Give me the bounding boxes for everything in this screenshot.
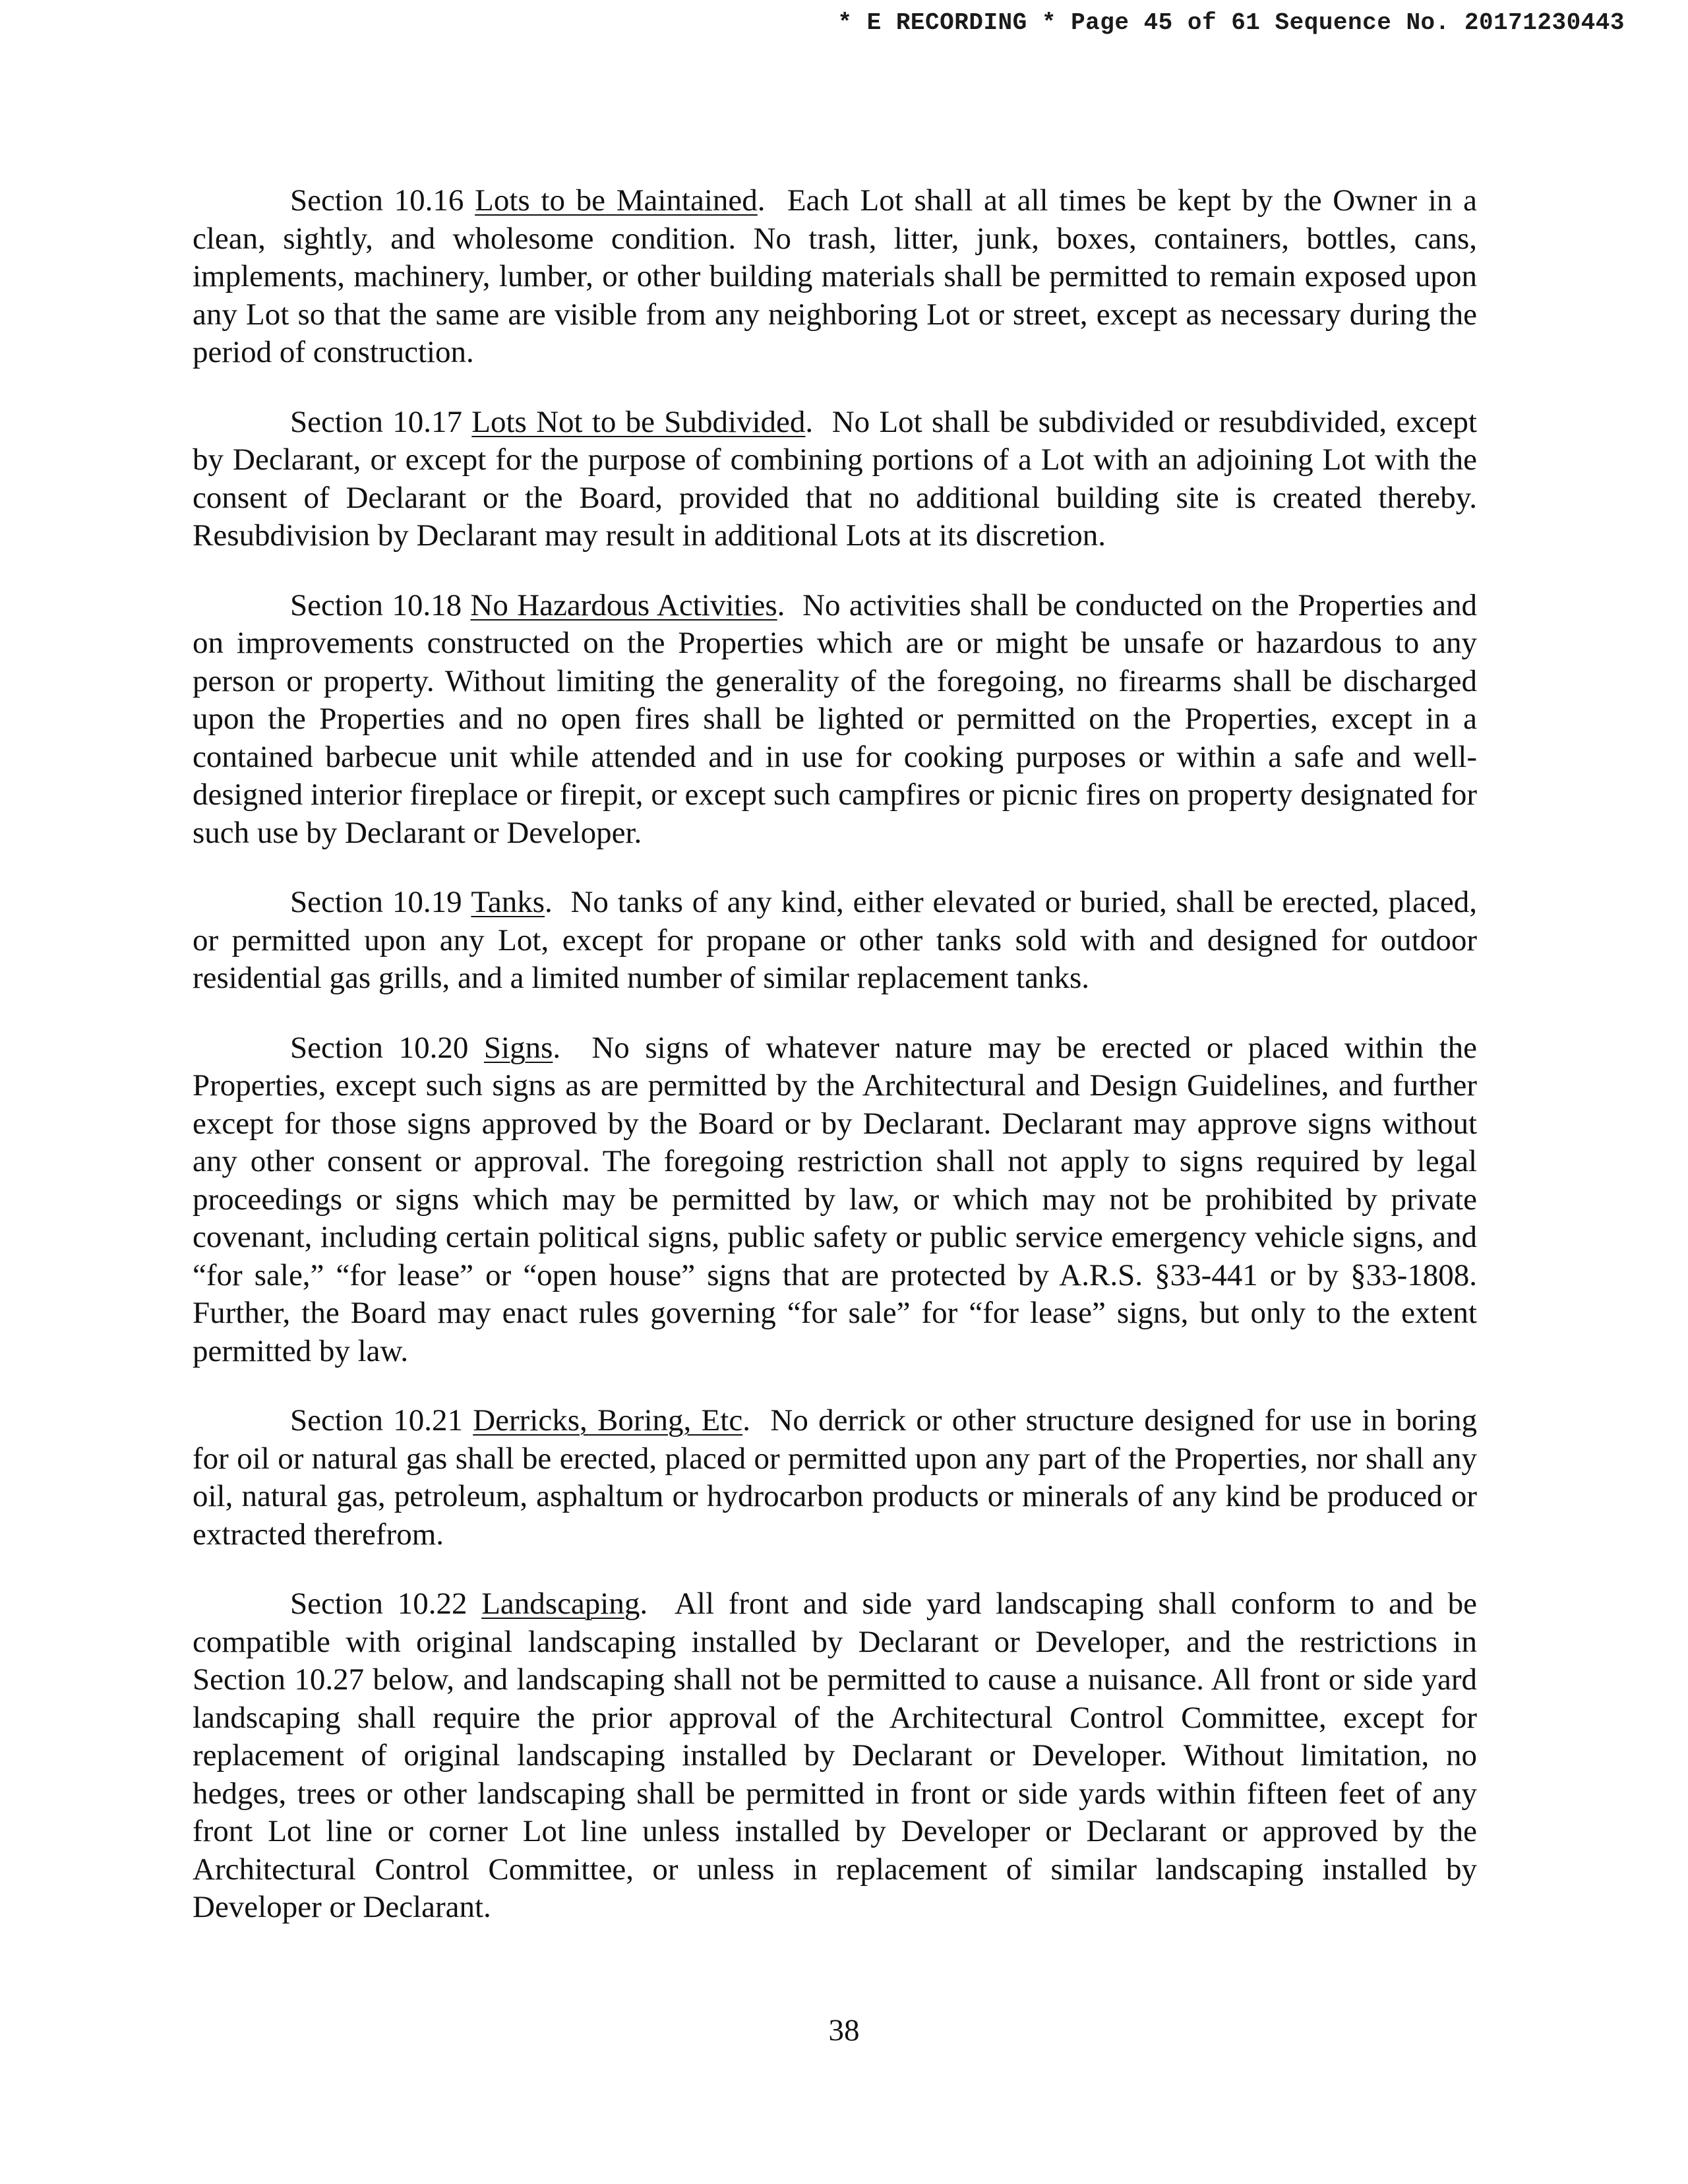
section-10-19: Section 10.19 Tanks. No tanks of any kind, either elevated or buried, shall be erected, placed, or permitted upon any Lot, except for propane or other tanks sold with and designed for outdoor residential gas grills, and a limited number of similar replacement tanks.: [193, 885, 1477, 995]
section-number: Section 10.22: [290, 1587, 467, 1621]
section-heading: Derricks, Boring, Etc: [473, 1403, 743, 1438]
section-heading: No Hazardous Activities: [470, 588, 777, 622]
section-10-22: Section 10.22 Landscaping. All front and side yard landscaping shall conform to and be compatible with original landscaping installed by Declarant or Developer, and the restrictions in Section 10.27 below, and landscaping shall not be permitted to cause a nuisance. All front or side yard landscaping shall require the prior approval of the Architectural Control Committee, except for replacement of original landscaping installed by Declarant or Developer. Without limitation, no hedges, trees or other landscaping shall be permitted in front or side yards within fifteen feet of any front Lot line or corner Lot line unless installed by Developer or Declarant or approved by the Architectural Control Committee, or unless in replacement of similar landscaping installed by Developer or Declarant.: [193, 1587, 1478, 1924]
section-number: Section 10.16: [290, 183, 464, 218]
section-number: Section 10.17: [290, 404, 462, 439]
section-number: Section 10.21: [290, 1403, 463, 1438]
section-text: Each Lot shall at all times be kept by the Owner in a clean, sightly, and wholesome condition. No trash, litter, junk, boxes, containers, bottles, cans, implements, machinery, lumber, or other building materials shall be permitted to remain exposed upon any Lot so that the same are visible from any neighboring Lot or street, except as necessary during the period of construction.: [193, 183, 1478, 369]
section-heading: Tanks: [471, 885, 545, 919]
section-number: Section 10.19: [290, 885, 462, 919]
section-10-21: Section 10.21 Derricks, Boring, Etc. No derrick or other structure designed for use in boring for oil or natural gas shall be erected, placed or permitted upon any part of the Properties, nor shall any oil, natural gas, petroleum, asphaltum or hydrocarbon products or minerals of any kind be produced or extracted therefrom.: [193, 1403, 1477, 1552]
section-text: All front and side yard landscaping shall conform to and be compatible with original landscaping installed by Declarant or Developer, and the restrictions in Section 10.27 below, and landscaping shall not be permitted to cause a nuisance. All front or side yard landscaping shall require the prior approval of the Architectural Control Committee, except for replacement of original landscaping installed by Declarant or Developer. Without limitation, no hedges, trees or other landscaping shall be permitted in front or side yards within fifteen feet of any front Lot line or corner Lot line unless installed by Developer or Declarant or approved by the Architectural Control Committee, or unless in replacement of similar landscaping installed by Developer or Declarant.: [193, 1587, 1478, 1924]
recording-stamp: * E RECORDING * Page 45 of 61 Sequence No. 20171230443: [837, 9, 1625, 36]
section-number: Section 10.18: [290, 588, 462, 622]
section-10-16: Section 10.16 Lots to be Maintained. Each Lot shall at all times be kept by the Owner in a clean, sightly, and wholesome condition. No trash, litter, junk, boxes, containers, bottles, cans, implements, machinery, lumber, or other building materials shall be permitted to remain exposed upon any Lot so that the same are visible from any neighboring Lot or street, except as necessary during the period of construction.: [193, 183, 1478, 369]
section-10-20: Section 10.20 Signs. No signs of whatever nature may be erected or placed within the Properties, except such signs as are permitted by the Architectural and Design Guidelines, and further except for those signs approved by the Board or by Declarant. Declarant may approve signs without any other consent or approval. The foregoing restriction shall not apply to signs required by legal proceedings or signs which may be permitted by law, or which may not be prohibited by private covenant, including certain political signs, public safety or public service emergency vehicle signs, and “for sale,” “for lease” or “open house” signs that are protected by A.R.S. §33-441 or by §33-1808. Further, the Board may enact rules governing “for sale” for “for lease” signs, but only to the extent permitted by law.: [193, 1030, 1478, 1368]
section-text: No tanks of any kind, either elevated or buried, shall be erected, placed, or permitted upon any Lot, except for propane or other tanks sold with and designed for outdoor residential gas grills, and a limited number of similar replacement tanks.: [193, 885, 1477, 995]
page-number: 38: [828, 2013, 860, 2048]
section-number: Section 10.20: [290, 1030, 469, 1065]
section-text: No signs of whatever nature may be erected or placed within the Properties, except such signs as are permitted by the Architectural and Design Guidelines, and further except for those signs approved by the Board or by Declarant. Declarant may approve signs without any other consent or approval. The foregoing restriction shall not apply to signs required by legal proceedings or signs which may be permitted by law, or which may not be prohibited by private covenant, including certain political signs, public safety or public service emergency vehicle signs, and “for sale,” “for lease” or “open house” signs that are protected by A.R.S. §33-441 or by §33-1808. Further, the Board may enact rules governing “for sale” for “for lease” signs, but only to the extent permitted by law.: [193, 1030, 1478, 1368]
section-heading: Lots Not to be Subdivided: [471, 404, 806, 439]
section-10-17: Section 10.17 Lots Not to be Subdivided. No Lot shall be subdivided or resubdivided, except by Declarant, or except for the purpose of combining portions of a Lot with an adjoining Lot with the consent of Declarant or the Board, provided that no additional building site is created thereby. Resubdivision by Declarant may result in additional Lots at its discretion.: [193, 404, 1477, 553]
section-heading: Lots to be Maintained: [475, 183, 758, 218]
section-10-18: Section 10.18 No Hazardous Activities. No activities shall be conducted on the Properties and on improvements constructed on the Properties which are or might be unsafe or hazardous to any person or property. Without limiting the generality of the foregoing, no firearms shall be discharged upon the Properties and no open fires shall be lighted or permitted on the Properties, except in a contained barbecue unit while attended and in use for cooking purposes or within a safe and well-designed interior fireplace or firepit, or except such campfires or picnic fires on property designated for such use by Declarant or Developer.: [193, 588, 1478, 850]
document-body: [193, 182, 1477, 1958]
section-heading: Signs: [483, 1030, 553, 1065]
section-text: No Lot shall be subdivided or resubdivided, except by Declarant, or except for the purpose of combining portions of a Lot with an adjoining Lot with the consent of Declarant or the Board, provided that no additional building site is created thereby. Resubdivision by Declarant may result in additional Lots at its discretion.: [193, 404, 1477, 553]
section-text: No derrick or other structure designed for use in boring for oil or natural gas shall be erected, placed or permitted upon any part of the Properties, nor shall any oil, natural gas, petroleum, asphaltum or hydrocarbon products or minerals of any kind be produced or extracted therefrom.: [193, 1403, 1477, 1552]
section-text: No activities shall be conducted on the Properties and on improvements constructed on the Properties which are or might be unsafe or hazardous to any person or property. Without limiting the generality of the foregoing, no firearms shall be discharged upon the Properties and no open fires shall be lighted or permitted on the Properties, except in a contained barbecue unit while attended and in use for cooking purposes or within a safe and well-designed interior fireplace or firepit, or except such campfires or picnic fires on property designated for such use by Declarant or Developer.: [193, 588, 1478, 850]
section-heading: Landscaping: [481, 1587, 640, 1621]
